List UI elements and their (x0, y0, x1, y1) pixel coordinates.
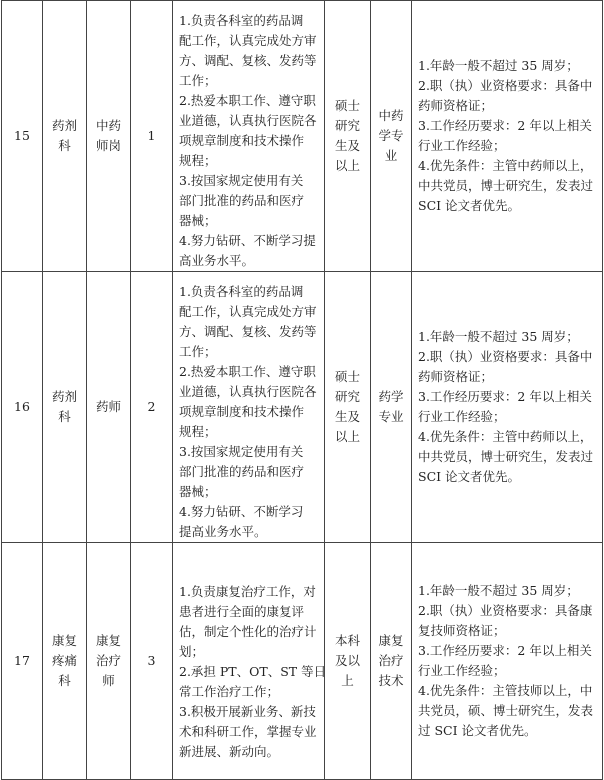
requirements-cell-line: 3.工作经历要求：2 年以上相关 (418, 643, 592, 658)
position-cell (87, 272, 131, 543)
education-cell-line: 本科 (334, 633, 360, 648)
requirements-cell (412, 1, 603, 272)
requirements-cell-line: 4.优先条件：主管中药师以上， (418, 158, 593, 173)
table-row (2, 272, 603, 543)
table-row (2, 543, 603, 780)
major-cell (371, 543, 412, 780)
requirements-cell (412, 272, 603, 543)
requirements-cell-line: 1.年龄一般不超过 35 周岁； (418, 329, 579, 344)
requirements-cell-line: 中共党员，博士研究生，发表过 (418, 449, 594, 464)
major-cell-line: 业 (384, 148, 398, 163)
position-cell-line: 康复 (95, 633, 121, 648)
duties-cell-line: 规程； (179, 153, 217, 168)
duties-cell-line: 2.承担 PT、OT、ST 等日 (179, 664, 327, 679)
duties-cell-line: 常工作治疗工作； (179, 684, 280, 699)
requirements-cell-line: 行业工作经验； (418, 663, 506, 678)
duties-cell-line: 提高业务水平。 (179, 524, 267, 539)
duties-cell-line: 业道德，认真执行医院各 (179, 384, 317, 399)
duties-cell-line: 新进展、新动向。 (179, 744, 280, 759)
education-cell-line: 硕士 (334, 369, 360, 384)
department-cell-line: 药剂 (51, 118, 77, 133)
duties-cell-line: 患者进行全面的康复评 (179, 604, 305, 619)
duties-cell-line: 配工作，认真完成处方审 (179, 33, 317, 48)
education-cell-line: 上 (341, 673, 354, 688)
duties-cell-line: 器械； (179, 484, 217, 499)
row-number: 17 (2, 543, 43, 780)
requirements-cell-line: 3.工作经历要求：2 年以上相关 (418, 118, 592, 133)
duties-cell-line: 估，制定个性化的治疗计 (179, 624, 317, 639)
job-table (1, 0, 603, 780)
major-cell (371, 1, 412, 272)
requirements-cell-line: 行业工作经验； (418, 409, 506, 424)
department-cell-line: 康复 (51, 633, 77, 648)
duties-cell (173, 272, 325, 543)
duties-cell-line: 3.按国家规定使用有关 (179, 173, 304, 188)
major-cell-line: 技术 (378, 673, 404, 688)
major-cell-line: 康复 (378, 633, 404, 648)
duties-cell-line: 配工作，认真完成处方审 (179, 304, 317, 319)
education-cell-line: 研究 (334, 389, 360, 404)
headcount-cell: 2 (131, 272, 173, 543)
education-cell-line: 研究 (334, 118, 360, 133)
requirements-cell-line: SCI 论文者优先。 (418, 469, 521, 484)
position-cell-line: 师岗 (95, 138, 121, 153)
requirements-cell-line: 4.优先条件：主管技师以上，中 (418, 683, 593, 698)
department-cell-line: 疼痛 (51, 653, 77, 668)
duties-cell-line: 部门批准的药品和医疗 (179, 193, 305, 208)
duties-cell (173, 543, 325, 780)
duties-cell-line: 1.负责各科室的药品调 (179, 13, 304, 28)
major-cell-line: 专业 (378, 409, 404, 424)
requirements-cell-line: 3.工作经历要求：2 年以上相关 (418, 389, 592, 404)
education-cell-line: 以上 (334, 158, 360, 173)
major-cell-line: 中药 (378, 108, 404, 123)
row-number: 16 (2, 272, 43, 543)
major-cell-line: 药学 (378, 389, 404, 404)
department-cell-line: 药剂 (51, 389, 77, 404)
headcount-cell: 3 (131, 543, 173, 780)
position-cell (87, 543, 131, 780)
position-cell-line: 师 (102, 673, 115, 688)
position-cell-line: 中药 (95, 118, 121, 133)
duties-cell-line: 业道德，认真执行医院各 (179, 113, 317, 128)
education-cell-line: 生及 (334, 138, 360, 153)
education-cell (325, 1, 371, 272)
major-cell-line: 学专 (378, 128, 404, 143)
position-cell (87, 1, 131, 272)
duties-cell (173, 1, 325, 272)
duties-cell-line: 规程； (179, 424, 217, 439)
duties-cell-line: 4.努力钻研、不断学习 (179, 504, 304, 519)
duties-cell-line: 术和科研工作，掌握专业 (179, 724, 317, 739)
duties-cell-line: 1.负责各科室的药品调 (179, 284, 304, 299)
requirements-cell-line: 4.优先条件：主管中药师以上， (418, 429, 593, 444)
duties-cell-line: 工作； (179, 73, 217, 88)
duties-cell-line: 方、调配、复核、发药等 (179, 53, 317, 68)
duties-cell-line: 3.按国家规定使用有关 (179, 444, 304, 459)
headcount-cell: 1 (131, 1, 173, 272)
major-cell-line: 治疗 (378, 653, 404, 668)
department-cell (43, 272, 87, 543)
major-cell (371, 272, 412, 543)
duties-cell-line: 项规章制度和技术操作 (179, 133, 305, 148)
requirements-cell-line: 复技师资格证； (418, 623, 506, 638)
department-cell-line: 科 (58, 673, 71, 688)
job-table-body (2, 1, 603, 780)
education-cell (325, 272, 371, 543)
requirements-cell-line: 过 SCI 论文者优先。 (418, 723, 537, 738)
row-number: 15 (2, 1, 43, 272)
duties-cell-line: 4.努力钻研、不断学习提 (179, 233, 316, 248)
requirements-cell-line: 药师资格证； (418, 98, 494, 113)
requirements-cell (412, 543, 603, 780)
requirements-cell-line: 中共党员，博士研究生，发表过 (418, 178, 594, 193)
requirements-cell-line: 药师资格证； (418, 369, 494, 384)
duties-cell-line: 高业务水平。 (179, 253, 255, 268)
duties-cell-line: 2.热爱本职工作、遵守职 (179, 93, 316, 108)
duties-cell-line: 3.积极开展新业务、新技 (179, 704, 316, 719)
position-cell-line: 药师 (95, 399, 121, 414)
requirements-cell-line: 行业工作经验； (418, 138, 506, 153)
requirements-cell-line: 2.职（执）业资格要求：具备中 (418, 349, 593, 364)
education-cell (325, 543, 371, 780)
duties-cell-line: 1.负责康复治疗工作，对 (179, 584, 316, 599)
duties-cell-line: 方、调配、复核、发药等 (179, 324, 317, 339)
department-cell (43, 543, 87, 780)
education-cell-line: 硕士 (334, 98, 360, 113)
department-cell-line: 科 (58, 409, 71, 424)
duties-cell-line: 器械； (179, 213, 217, 228)
education-cell-line: 以上 (334, 429, 360, 444)
table-row (2, 1, 603, 272)
duties-cell-line: 部门批准的药品和医疗 (179, 464, 305, 479)
duties-cell-line: 工作； (179, 344, 217, 359)
department-cell-line: 科 (58, 138, 71, 153)
requirements-cell-line: 1.年龄一般不超过 35 周岁； (418, 583, 579, 598)
duties-cell-line: 划； (179, 644, 205, 659)
requirements-cell-line: 2.职（执）业资格要求：具备中 (418, 78, 593, 93)
department-cell (43, 1, 87, 272)
duties-cell-line: 项规章制度和技术操作 (179, 404, 305, 419)
education-cell-line: 及以 (334, 653, 360, 668)
requirements-cell-line: 共党员，硕、博士研究生，发表 (418, 703, 594, 718)
position-cell-line: 治疗 (95, 653, 121, 668)
requirements-cell-line: SCI 论文者优先。 (418, 198, 521, 213)
requirements-cell-line: 2.职（执）业资格要求：具备康 (418, 603, 593, 618)
duties-cell-line: 2.热爱本职工作、遵守职 (179, 364, 316, 379)
education-cell-line: 生及 (334, 409, 360, 424)
requirements-cell-line: 1.年龄一般不超过 35 周岁； (418, 58, 579, 73)
